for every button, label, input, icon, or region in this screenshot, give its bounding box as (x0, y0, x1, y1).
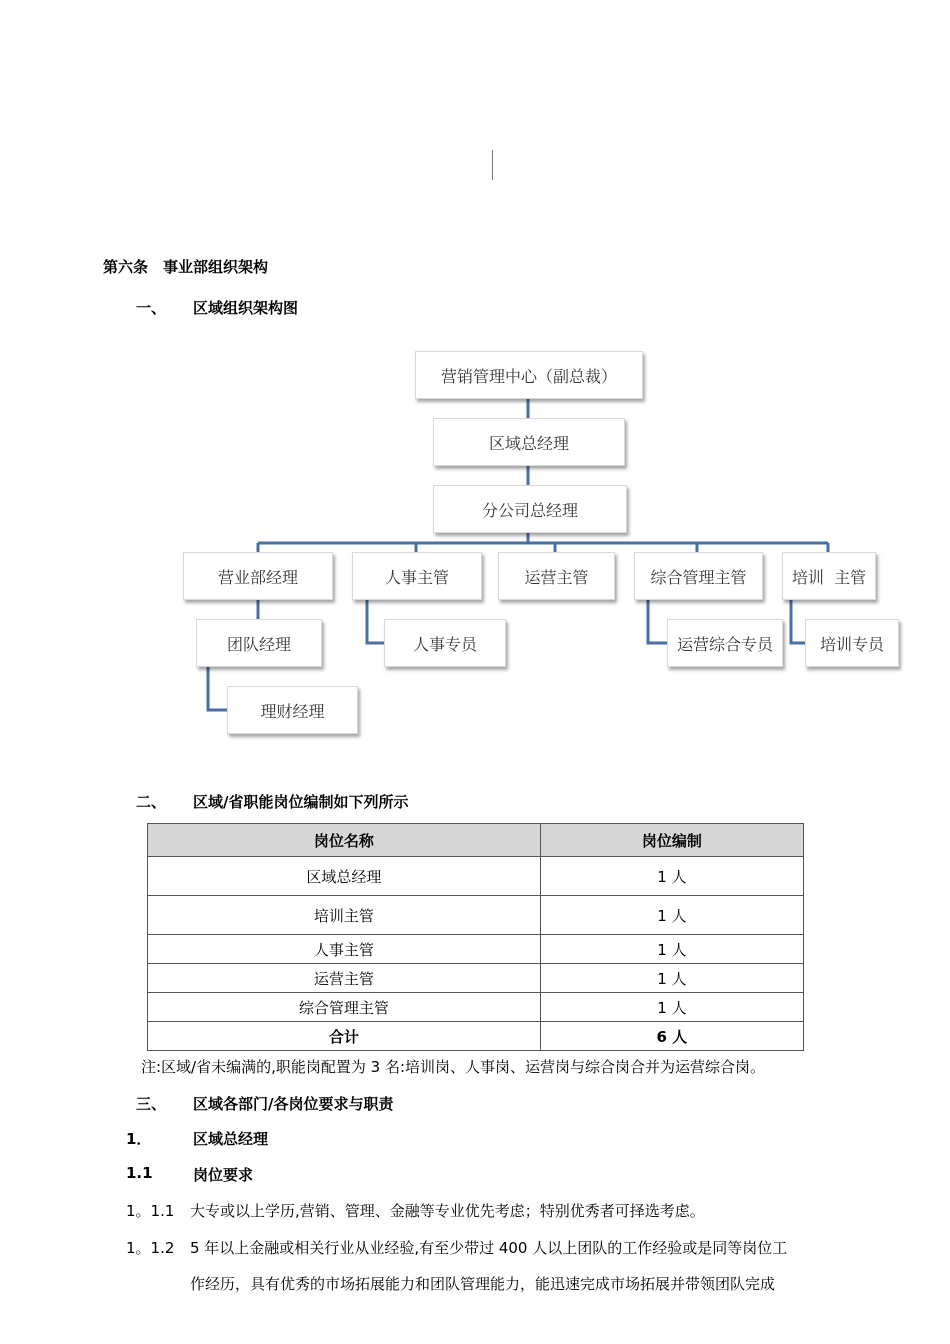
org-node-regional-gm: 区域总经理 (433, 418, 625, 466)
table-total-row (148, 1022, 804, 1051)
section-3-title: 区域各部门/各岗位要求与职责 (193, 1095, 394, 1113)
org-node-training-supervisor: 培训 主管 (782, 552, 876, 600)
section-1-number: 一、 (136, 299, 167, 317)
org-node-finance-manager: 理财经理 (227, 686, 358, 734)
requirement-1-text: 大专或以上学历,营销、管理、金融等专业优先考虑；特别优秀者可择选考虑。 (190, 1202, 705, 1220)
org-node-team-manager: 团队经理 (196, 619, 322, 667)
table-cell: 区域总经理 (148, 857, 541, 896)
table-cell: 1 人 (540, 857, 803, 896)
org-node-ops-specialist: 运营综合专员 (667, 619, 783, 667)
table-row (148, 993, 804, 1022)
item-1-1-title: 岗位要求 (193, 1166, 254, 1184)
table-header-row (148, 824, 804, 857)
org-node-admin-supervisor: 综合管理主管 (634, 552, 763, 600)
table-cell: 1 人 (540, 993, 803, 1022)
table-cell: 培训主管 (148, 896, 541, 935)
position-table (147, 823, 804, 1051)
table-row (148, 935, 804, 964)
table-total-label: 合计 (148, 1022, 541, 1051)
table-row (148, 857, 804, 896)
org-node-ops-supervisor: 运营主管 (498, 552, 615, 600)
table-cell: 综合管理主管 (148, 993, 541, 1022)
table-cell: 1 人 (540, 964, 803, 993)
table-cell: 运营主管 (148, 964, 541, 993)
org-node-hr-supervisor: 人事主管 (352, 552, 482, 600)
org-node-hr-specialist: 人事专员 (384, 619, 506, 667)
table-cell: 1 人 (540, 935, 803, 964)
item-1-number: 1． (126, 1130, 152, 1148)
table-row (148, 896, 804, 935)
requirement-2-text-line-1: 5 年以上金融或相关行业从业经验,有至少带过 400 人以上团队的工作经验或是同等岗位工 (190, 1239, 788, 1257)
article-title: 第六条 事业部组织架构 (103, 258, 269, 276)
item-1-title: 区域总经理 (193, 1130, 269, 1148)
org-node-branch-gm: 分公司总经理 (433, 485, 627, 533)
item-1-1-number: 1.1 (126, 1164, 153, 1182)
section-1-title: 区域组织架构图 (193, 299, 299, 317)
table-note: 注:区域/省未编满的,职能岗配置为 3 名:培训岗、人事岗、运营岗与综合岗合并为运营综合岗。 (141, 1058, 766, 1076)
org-node-sales-dept-manager: 营业部经理 (183, 552, 333, 600)
table-total-value: 6 人 (540, 1022, 803, 1051)
table-row (148, 964, 804, 993)
column-header-position: 岗位名称 (148, 824, 541, 857)
org-node-top: 营销管理中心（副总裁） (415, 351, 643, 399)
section-3-number: 三、 (136, 1095, 167, 1113)
table-cell: 1 人 (540, 896, 803, 935)
requirement-1-number: 1。1.1 (126, 1202, 175, 1220)
org-node-training-specialist: 培训专员 (805, 619, 899, 667)
table-cell: 人事主管 (148, 935, 541, 964)
column-header-headcount: 岗位编制 (540, 824, 803, 857)
section-2-number: 二、 (136, 793, 167, 811)
requirement-2-number: 1。1.2 (126, 1239, 175, 1257)
section-2-title: 区域/省职能岗位编制如下列所示 (193, 793, 409, 811)
requirement-2-text-line-2: 作经历，具有优秀的市场拓展能力和团队管理能力，能迅速完成市场拓展并带领团队完成 (190, 1275, 776, 1293)
